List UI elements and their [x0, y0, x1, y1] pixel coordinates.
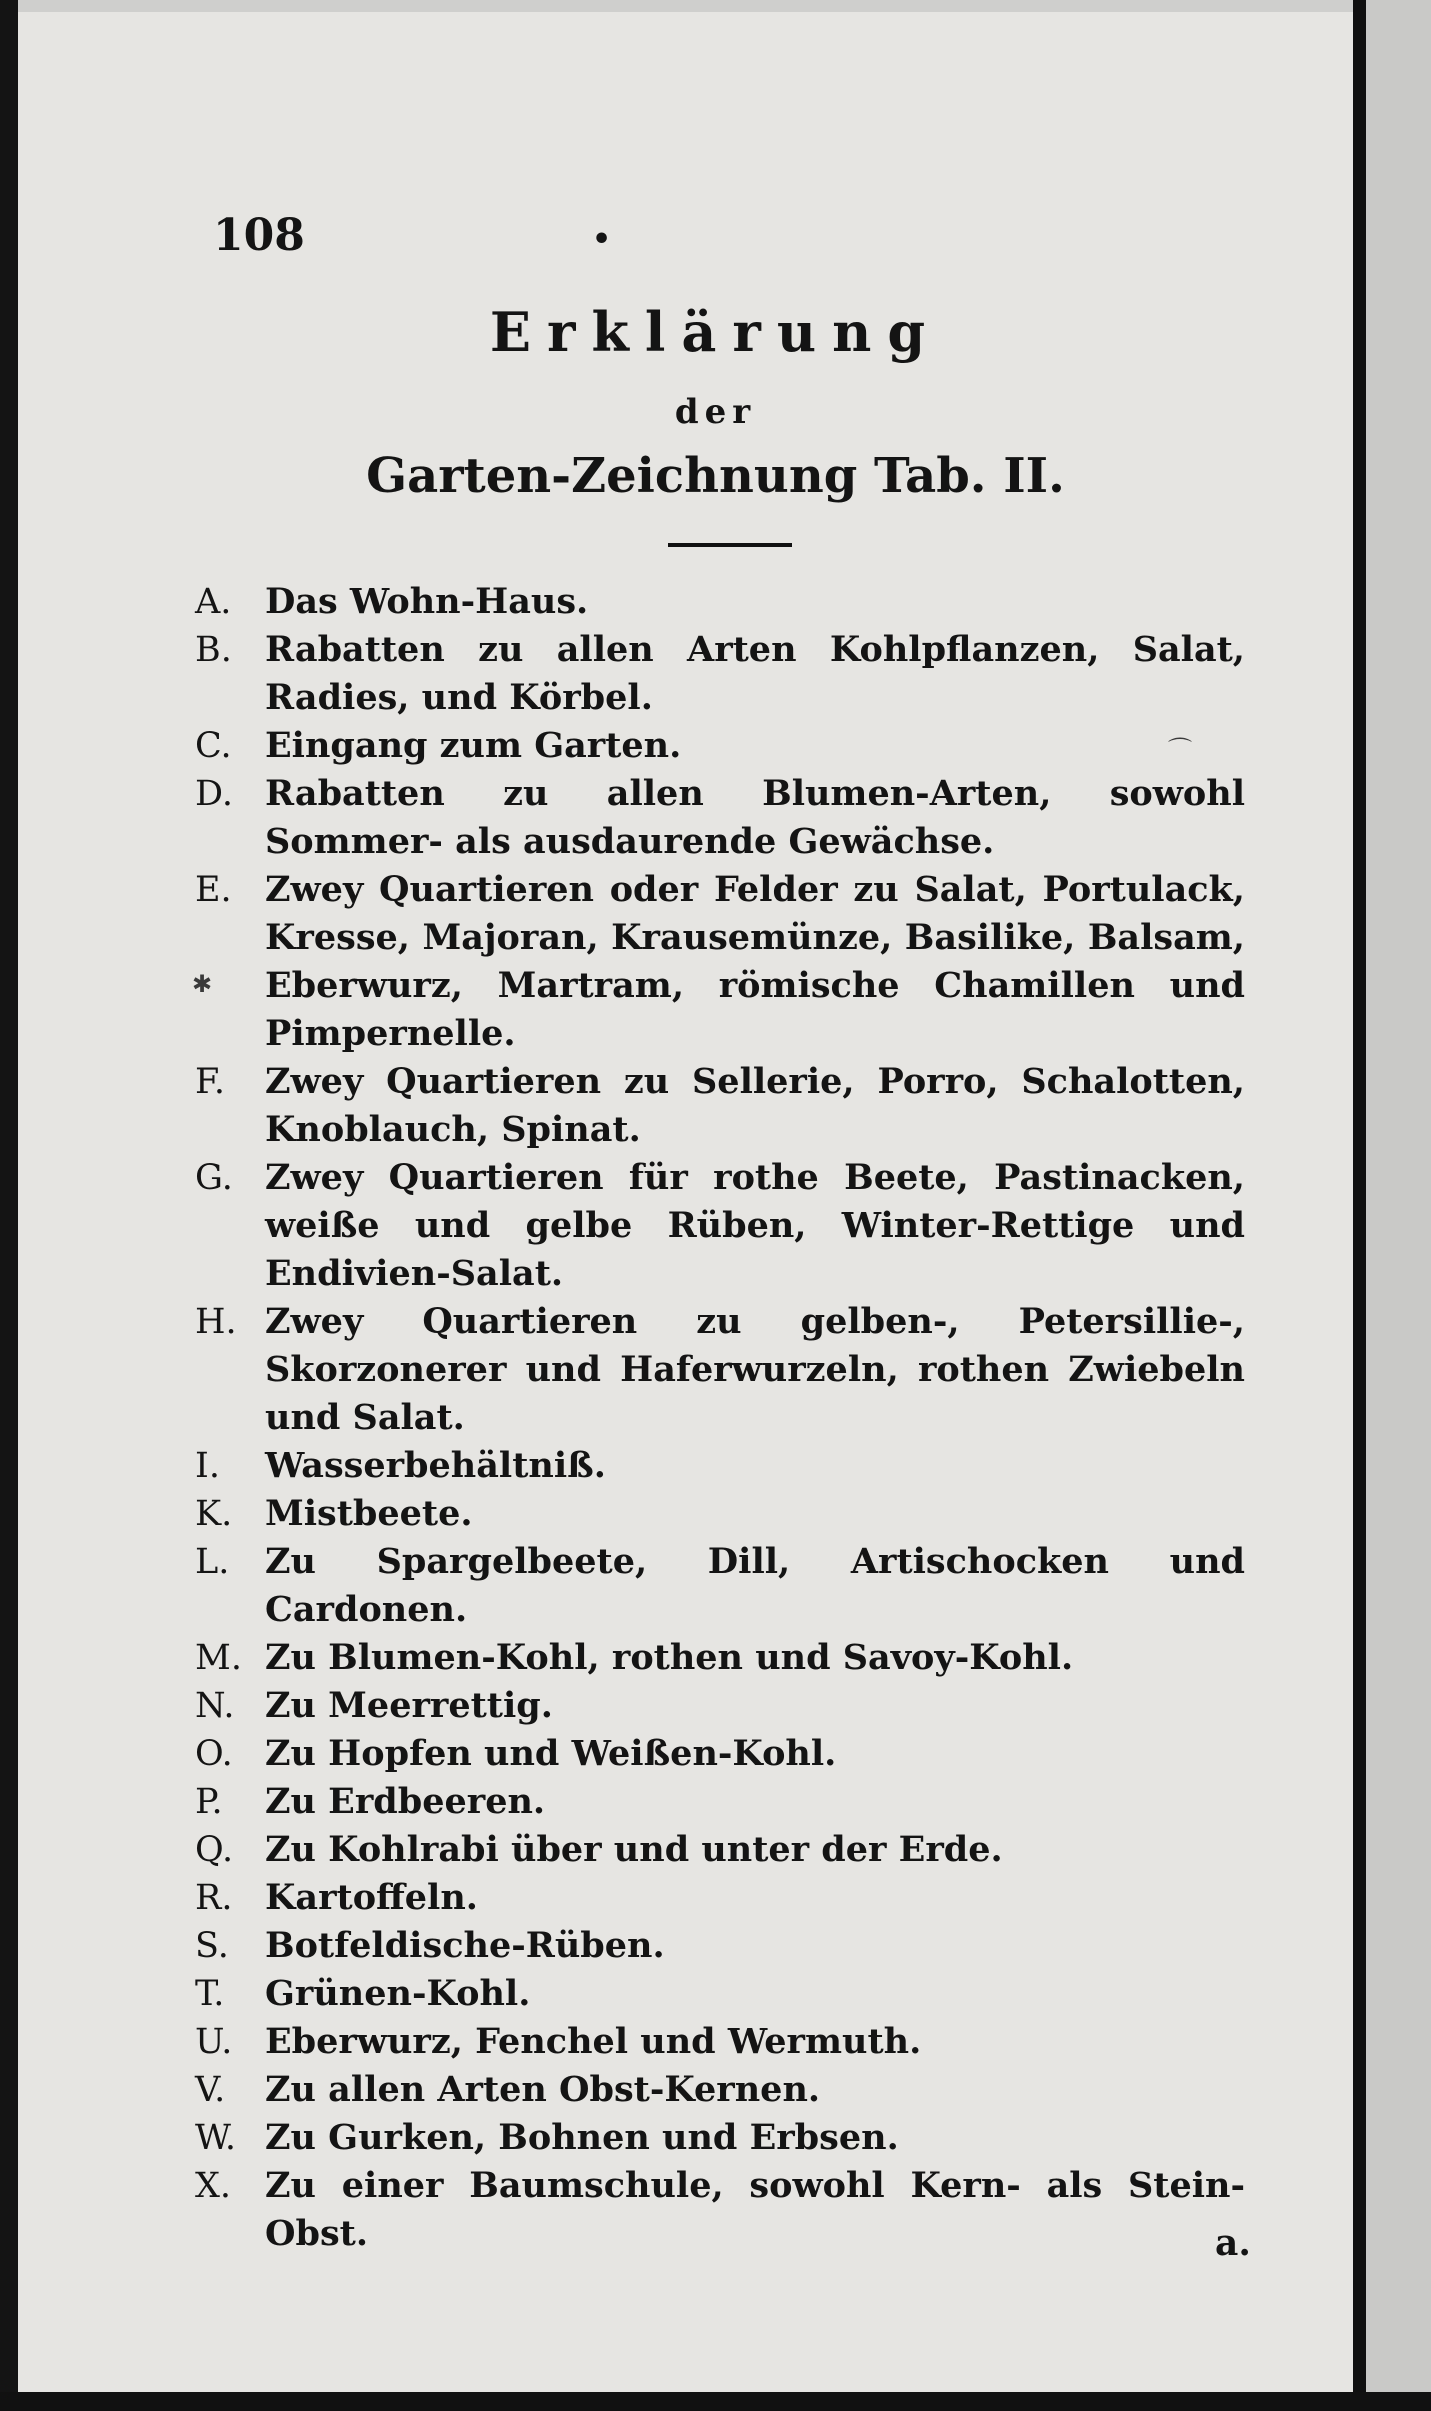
page-title: Erklärung — [489, 300, 942, 364]
legend-text: Zu Spargelbeete, Dill, Artischocken und Cardonen. — [265, 1541, 1245, 1630]
legend-key: D. — [195, 774, 233, 814]
legend-text: Zu Gurken, Bohnen und Erbsen. — [265, 2117, 899, 2158]
legend-text: Zu Blumen-Kohl, rothen und Savoy-Kohl. — [265, 1637, 1074, 1678]
legend-text: Zu einer Baumschule, sowohl Kern- als Stein-Obst. — [265, 2165, 1245, 2254]
legend-entry — [0, 1826, 1431, 1874]
legend-entry — [0, 770, 1431, 866]
legend-entry — [0, 1538, 1431, 1634]
title-subject: Garten-Zeichnung Tab. II. — [366, 448, 1065, 504]
legend-text: Wasserbehältniß. — [265, 1445, 606, 1486]
legend-text: Zu Erdbeeren. — [265, 1781, 546, 1822]
page-number: 108 — [213, 210, 305, 261]
legend-entry — [0, 2066, 1431, 2114]
legend-text: Rabatten zu allen Blumen-Arten, sowohl Sommer- als ausdaurende Gewächse. — [265, 773, 1245, 862]
ink-speck: ⌒ — [1168, 736, 1192, 764]
legend-entry — [0, 1298, 1431, 1442]
legend-entry — [0, 1970, 1431, 2018]
legend-text: Kartoffeln. — [265, 1877, 478, 1918]
legend-key: X. — [195, 2166, 232, 2206]
legend-key: L. — [195, 1542, 230, 1582]
legend-key: N. — [195, 1686, 235, 1726]
legend-entry — [0, 1490, 1431, 1538]
legend-text: Eingang zum Garten. — [265, 725, 682, 766]
legend-key: A. — [195, 582, 232, 622]
legend-text: Mistbeete. — [265, 1493, 473, 1534]
legend-text: Botfeldische-Rüben. — [265, 1925, 665, 1966]
legend-entry — [0, 2018, 1431, 2066]
legend-key: H. — [195, 1302, 237, 1342]
legend-key: K. — [195, 1494, 233, 1534]
legend-key: C. — [195, 726, 232, 766]
legend-list — [0, 578, 1431, 2258]
legend-entry — [0, 1634, 1431, 1682]
ornament-dot: • — [592, 222, 612, 257]
title-connector: der — [674, 392, 757, 432]
legend-entry — [0, 1442, 1431, 1490]
legend-text: Zwey Quartieren zu Sellerie, Porro, Schalotten, Knoblauch, Spinat. — [265, 1061, 1245, 1150]
catchword: a. — [1215, 2222, 1251, 2264]
legend-entry — [0, 1058, 1431, 1154]
legend-text: Zwey Quartieren oder Felder zu Salat, Portulack, Kresse, Majoran, Krausemünze, Basilike, Balsam, Eberwurz, Martram, römische Chamillen und Pimpernelle. — [265, 869, 1245, 1054]
legend-key: P. — [195, 1782, 223, 1822]
legend-text: Zwey Quartieren zu gelben-, Petersillie-, Skorzonerer und Haferwurzeln, rothen Zwiebeln und Salat. — [265, 1301, 1245, 1438]
legend-entry — [0, 1778, 1431, 1826]
legend-key: M. — [195, 1638, 242, 1678]
legend-entry — [0, 1730, 1431, 1778]
legend-text: Zu Kohlrabi über und unter der Erde. — [265, 1829, 1003, 1870]
legend-key: T. — [195, 1974, 225, 2014]
legend-entry — [0, 1922, 1431, 1970]
legend-text: Das Wohn-Haus. — [265, 581, 589, 622]
legend-key: O. — [195, 1734, 233, 1774]
legend-text: Grünen-Kohl. — [265, 1973, 531, 2014]
legend-entry — [0, 722, 1431, 770]
legend-text: Zwey Quartieren für rothe Beete, Pastinacken, weiße und gelbe Rüben, Winter-Rettige und Endivien-Salat. — [265, 1157, 1245, 1294]
legend-entry — [0, 626, 1431, 722]
legend-text: Zu allen Arten Obst-Kernen. — [265, 2069, 821, 2110]
legend-key: G. — [195, 1158, 233, 1198]
legend-key: I. — [195, 1446, 220, 1486]
scan-bottom-edge — [0, 2392, 1431, 2411]
legend-key: R. — [195, 1878, 233, 1918]
legend-text: Zu Hopfen und Weißen-Kohl. — [265, 1733, 837, 1774]
legend-text: Zu Meerrettig. — [265, 1685, 553, 1726]
legend-key: F. — [195, 1062, 225, 1102]
legend-key: S. — [195, 1926, 229, 1966]
legend-entry — [0, 866, 1431, 1058]
legend-entry — [0, 1682, 1431, 1730]
legend-entry — [0, 1154, 1431, 1298]
legend-key: U. — [195, 2022, 233, 2062]
legend-key: B. — [195, 630, 232, 670]
legend-text: Eberwurz, Fenchel und Wermuth. — [265, 2021, 922, 2062]
legend-key: V. — [195, 2070, 226, 2110]
ink-speck: ✱ — [192, 970, 213, 998]
legend-entry — [0, 2114, 1431, 2162]
title-rule — [668, 543, 792, 547]
legend-entry — [0, 578, 1431, 626]
legend-key: E. — [195, 870, 232, 910]
legend-entry — [0, 1874, 1431, 1922]
legend-key: Q. — [195, 1830, 234, 1870]
legend-key: W. — [195, 2118, 236, 2158]
legend-text: Rabatten zu allen Arten Kohlpflanzen, Salat, Radies, und Körbel. — [265, 629, 1245, 718]
